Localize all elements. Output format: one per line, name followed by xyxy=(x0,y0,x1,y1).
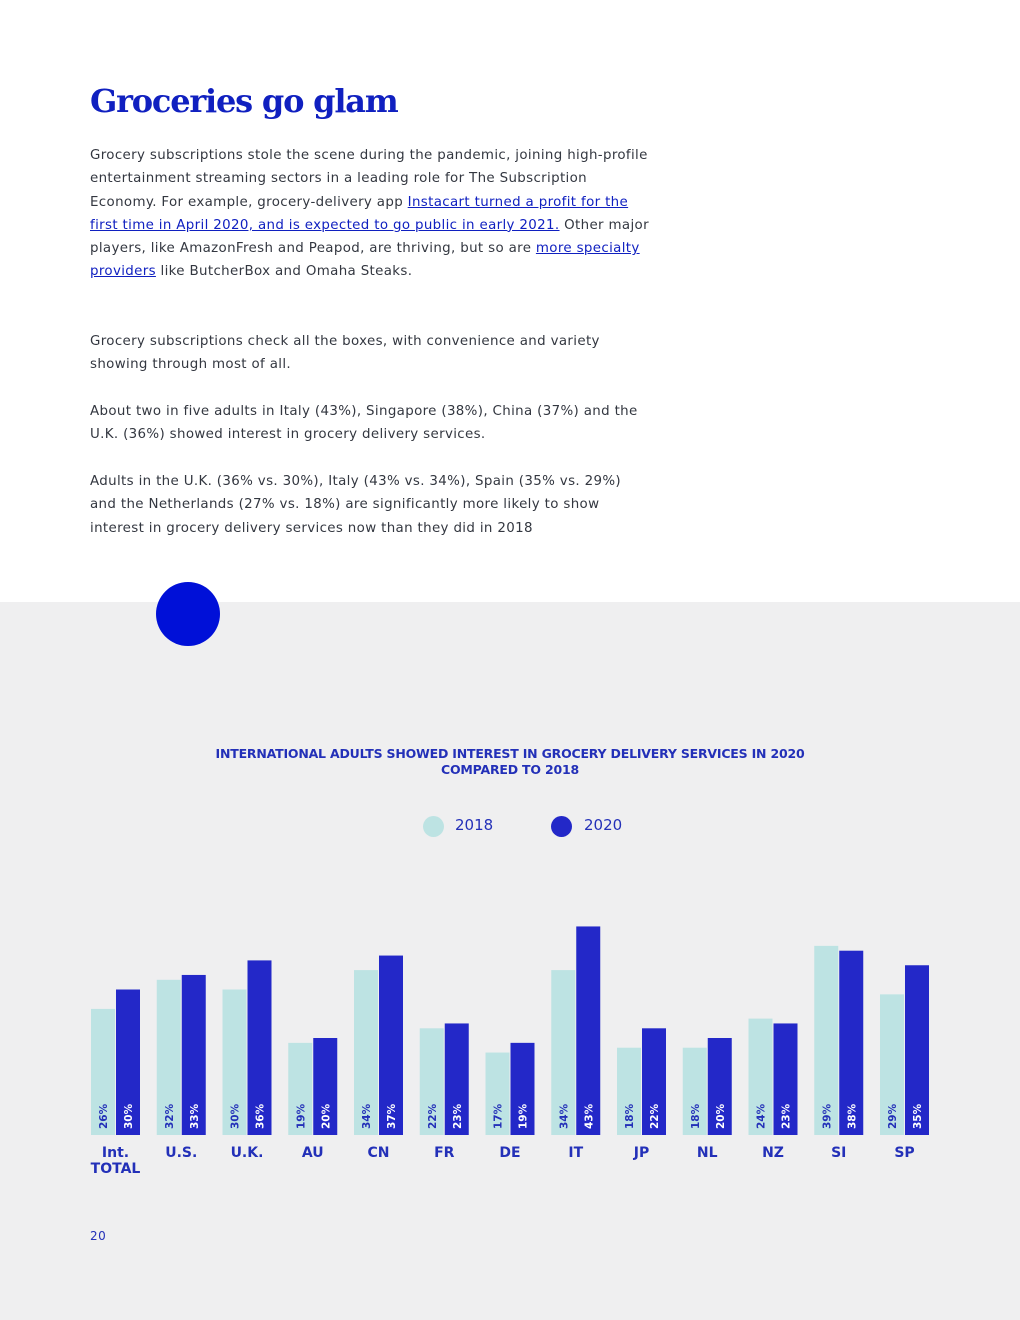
data-label-2018-8: 18% xyxy=(624,1103,636,1129)
page-title: Groceries go glam xyxy=(90,82,398,120)
category-label-2: U.K. xyxy=(230,1145,264,1161)
data-label-2020-2: 36% xyxy=(254,1103,267,1129)
category-label-1: U.S. xyxy=(165,1145,198,1161)
category-label-12: SP xyxy=(894,1145,915,1161)
instacart-link[interactable]: Instacart turned a profit for the first time in April 2020, and is expected to go public in early 2021. xyxy=(90,194,629,233)
comparison-paragraph: Adults in the U.K. (36% vs. 30%), Italy (43% vs. 34%), Spain (35% vs. 29%) and the Netherlands (27% vs. 18%) are significantly more likely to show interest in grocery delivery services now than they did in 2018 xyxy=(90,474,621,536)
category-label-9: NL xyxy=(696,1145,718,1161)
data-label-2018-0: 26% xyxy=(98,1103,110,1129)
data-label-2018-1: 32% xyxy=(163,1103,176,1129)
data-label-2018-9: 18% xyxy=(689,1103,702,1129)
data-label-2020-1: 33% xyxy=(188,1103,201,1129)
category-label-8: JP xyxy=(633,1145,650,1161)
intro-text-b: Other major players, like AmazonFresh and Peapod, are thriving, but so are xyxy=(90,217,649,257)
data-label-2018-6: 17% xyxy=(492,1103,505,1129)
data-label-2020-6: 19% xyxy=(517,1103,530,1129)
category-label-4: CN xyxy=(367,1145,390,1161)
category-label-6: DE xyxy=(499,1145,521,1161)
data-label-2018-7: 34% xyxy=(558,1103,571,1129)
data-label-2018-10: 24% xyxy=(755,1103,768,1129)
specialty-providers-link[interactable]: more specialty providers xyxy=(90,241,640,280)
intro-text-c: like ButcherBox and Omaha Steaks. xyxy=(155,264,413,280)
intro-text-a: Grocery subscriptions stole the scene during the pandemic, joining high-profile entertainment streaming sectors in a leading role for The Subscription Economy. For example, grocery-delivery app xyxy=(90,148,648,210)
legend-label-2018: 2018 xyxy=(455,816,494,834)
data-label-2020-3: 20% xyxy=(320,1103,333,1129)
data-label-2018-5: 22% xyxy=(426,1103,439,1129)
chart-title: INTERNATIONAL ADULTS SHOWED INTEREST IN GROCERY DELIVERY SERVICES IN 2020 COMPARED TO 2018 xyxy=(215,746,805,777)
category-label-0-0: Int. xyxy=(101,1145,130,1161)
legend-label-2020: 2020 xyxy=(584,816,623,834)
page-number: 20 xyxy=(90,1229,107,1243)
data-label-2020-12: 35% xyxy=(912,1103,924,1129)
category-label-11: SI xyxy=(831,1145,847,1161)
legend-swatch-2018 xyxy=(423,816,444,837)
bar-chart xyxy=(0,880,1020,1190)
intro-paragraph xyxy=(90,144,650,284)
category-label-10: NZ xyxy=(762,1145,784,1161)
category-label-3: AU xyxy=(301,1145,324,1161)
data-label-2018-12: 29% xyxy=(887,1103,899,1129)
legend-swatch-2020 xyxy=(551,816,572,837)
interest-paragraph: About two in five adults in Italy (43%), Singapore (38%), China (37%) and the U.K. (36%) showed interest in grocery delivery services. xyxy=(90,404,638,443)
category-label-0-1: TOTAL xyxy=(90,1161,141,1177)
decorative-circle xyxy=(156,582,220,646)
data-label-2020-10: 23% xyxy=(780,1103,793,1129)
data-label-2020-0: 30% xyxy=(123,1103,135,1129)
data-label-2020-11: 38% xyxy=(846,1103,859,1129)
data-label-2018-4: 34% xyxy=(361,1103,373,1129)
bar-2020-7 xyxy=(576,926,600,1135)
data-label-2020-5: 23% xyxy=(451,1103,464,1129)
convenience-paragraph: Grocery subscriptions check all the boxes, with convenience and variety showing through most of all. xyxy=(90,334,600,373)
data-label-2020-9: 20% xyxy=(714,1103,727,1129)
data-label-2020-8: 22% xyxy=(649,1103,661,1129)
data-label-2018-11: 39% xyxy=(821,1103,834,1129)
category-label-5: FR xyxy=(434,1145,455,1161)
category-label-7: IT xyxy=(568,1145,584,1161)
data-label-2020-7: 43% xyxy=(583,1103,596,1129)
data-label-2018-3: 19% xyxy=(295,1103,308,1129)
data-label-2020-4: 37% xyxy=(386,1103,398,1129)
data-label-2018-2: 30% xyxy=(229,1103,242,1129)
